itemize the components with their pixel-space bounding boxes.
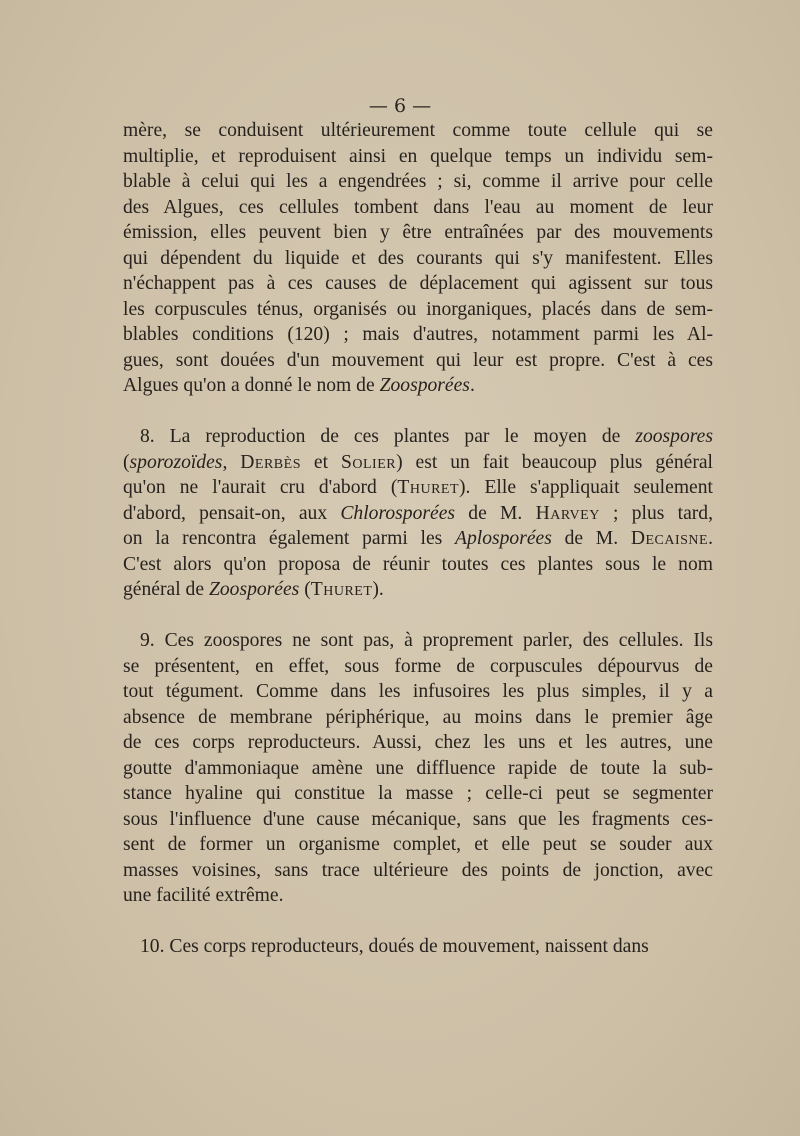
text-line — [123, 118, 713, 144]
paragraph-gap — [123, 909, 713, 935]
text-run: des Algues, ces cellules tombent dans l'eau au moment de leur — [123, 196, 713, 218]
paragraph-gap — [123, 603, 713, 629]
text-run: 10. Ces corps reproducteurs, doués de mouvement, naissent dans — [140, 936, 649, 957]
text-run: d'abord, pensait-on, aux — [123, 502, 341, 524]
text-run: ; plus tard, — [599, 502, 713, 524]
text-line — [123, 322, 713, 348]
text-run: blables conditions (120) ; mais d'autres, notamment parmi les Al- — [123, 324, 713, 345]
text-run: sent de former un organisme complet, et elle peut se souder aux — [123, 834, 713, 855]
text-run: qui dépendent du liquide et des courants qui s'y manifestent. Elles — [123, 247, 713, 269]
text-line — [123, 144, 713, 170]
text-line — [123, 220, 713, 246]
italic-text: zoospores — [635, 426, 713, 447]
italic-text: sporozoïdes — [129, 451, 223, 473]
author-name: Derbès — [240, 451, 301, 473]
author-name: Thuret — [397, 477, 460, 498]
text-run: ) est un fait beaucoup plus général — [396, 451, 714, 473]
text-run: de ces corps reproducteurs. Aussi, chez les uns et les autres, une — [123, 732, 713, 753]
text-run: multiplie, et reproduisent ainsi en quelque temps un individu sem- — [123, 145, 713, 167]
text-run: ). — [372, 579, 384, 600]
text-line — [123, 424, 713, 450]
text-line — [123, 934, 713, 960]
text-line — [123, 730, 713, 756]
text-line — [123, 883, 713, 909]
text-run: les corpuscules ténus, organisés ou inorganiques, placés dans de sem- — [123, 298, 713, 320]
body-text — [123, 118, 713, 960]
text-line — [123, 169, 713, 195]
text-run: ( — [123, 451, 130, 473]
paragraph — [123, 424, 713, 603]
text-run: . — [708, 528, 713, 549]
text-run: ). Elle s'appliquait seulement — [459, 477, 713, 498]
text-run: et — [300, 451, 341, 473]
text-run: qu'on ne l'aurait cru d'abord ( — [123, 477, 398, 498]
author-name: Harvey — [535, 502, 600, 524]
text-run: . — [469, 375, 475, 396]
text-line — [123, 628, 713, 654]
text-run: n'échappent pas à ces causes de déplacement qui agissent sur tous — [123, 273, 713, 294]
italic-text: Chlorosporées — [340, 502, 456, 524]
author-name: Decaisne — [630, 528, 709, 549]
text-run: de M. — [455, 502, 536, 524]
text-run: de M. — [551, 528, 631, 549]
text-line — [123, 807, 713, 833]
italic-text: Aplosporées — [454, 528, 552, 549]
italic-text: Zoosporées — [208, 579, 300, 600]
text-run: blable à celui qui les a engendrées ; si, comme il arrive pour celle — [123, 171, 713, 192]
text-run: 9. Ces zoospores ne sont pas, à proprement parler, des cellules. Ils — [140, 630, 713, 651]
text-line — [123, 577, 713, 603]
text-line — [123, 475, 713, 501]
text-run: mère, se conduisent ultérieurement comme toute cellule qui se — [123, 120, 713, 141]
text-line — [123, 246, 713, 272]
italic-text: Zoosporées — [379, 375, 470, 396]
paragraph — [123, 934, 713, 960]
text-line — [123, 526, 713, 552]
paragraph — [123, 118, 713, 399]
text-run: ( — [299, 579, 311, 600]
text-line — [123, 373, 713, 399]
text-run: 8. La reproduction de ces plantes par le moyen de — [140, 426, 636, 447]
text-line — [123, 450, 713, 476]
text-run: , — [222, 451, 241, 473]
author-name: Solier — [340, 451, 397, 473]
text-line — [123, 195, 713, 221]
text-line — [123, 501, 713, 527]
text-run: masses voisines, sans trace ultérieure des points de jonction, avec — [123, 859, 713, 881]
text-run: stance hyaline qui constitue la masse ; celle-ci peut se segmenter — [123, 783, 713, 804]
text-line — [123, 832, 713, 858]
text-run: émission, elles peuvent bien y être entraînées par des mouvements — [123, 222, 713, 243]
text-line — [123, 271, 713, 297]
text-run: on la rencontra également parmi les — [123, 528, 455, 549]
text-line — [123, 348, 713, 374]
paragraph — [123, 628, 713, 909]
text-line — [123, 781, 713, 807]
text-line — [123, 552, 713, 578]
text-line — [123, 654, 713, 680]
text-run: sous l'influence d'une cause mécanique, sans que les fragments ces- — [123, 808, 713, 830]
text-line — [123, 705, 713, 731]
paragraph-gap — [123, 399, 713, 425]
text-run: tout tégument. Comme dans les infusoires les plus simples, il y a — [123, 681, 713, 702]
text-run: C'est alors qu'on proposa de réunir toutes ces plantes sous le nom — [123, 553, 713, 575]
text-run: une facilité extrême. — [123, 885, 284, 906]
text-run: se présentent, en effet, sous forme de corpuscules dépourvus de — [123, 655, 713, 677]
page-number: — 6 — — [368, 95, 432, 117]
text-run: goutte d'ammoniaque amène une diffluence rapide de toute la sub- — [123, 757, 713, 779]
text-run: gues, sont douées d'un mouvement qui leur est propre. C'est à ces — [123, 349, 713, 371]
text-run: Algues qu'on a donné le nom de — [123, 375, 380, 396]
text-line — [123, 679, 713, 705]
text-line — [123, 756, 713, 782]
author-name: Thuret — [310, 579, 373, 600]
text-run: général de — [123, 579, 209, 600]
text-line — [123, 297, 713, 323]
text-line — [123, 858, 713, 884]
text-run: absence de membrane périphérique, au moins dans le premier âge — [123, 706, 713, 728]
